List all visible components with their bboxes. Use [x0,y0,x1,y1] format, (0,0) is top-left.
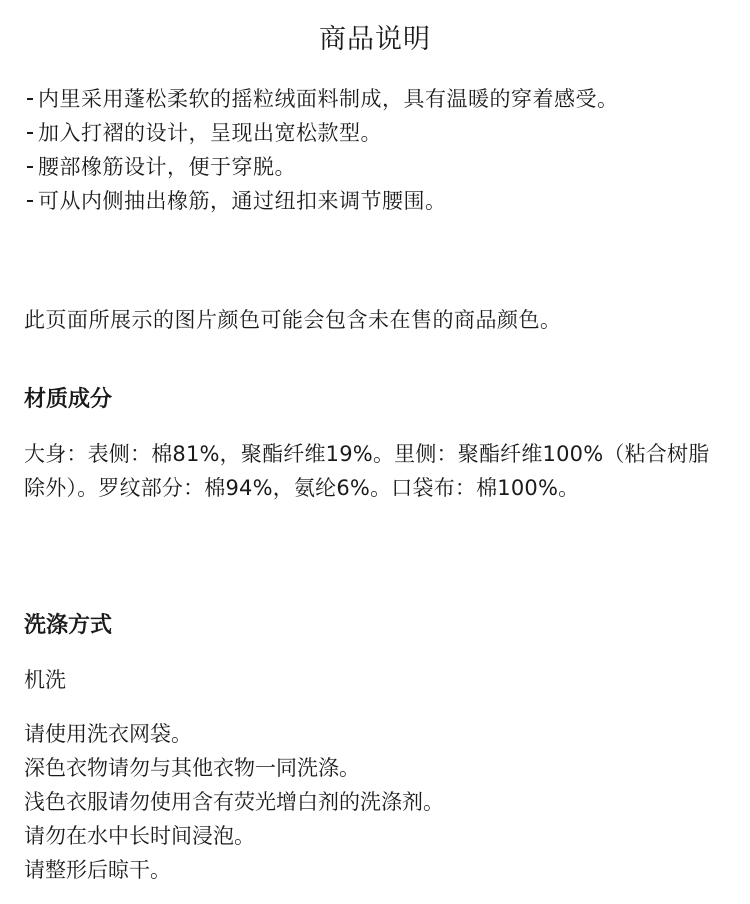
washing-method: 机洗 [24,668,66,692]
feature-item: 可从内侧抽出橡筋，通过纽扣来调节腰围。 [24,184,730,218]
color-disclaimer: 此页面所展示的图片颜色可能会包含未在售的商品颜色。 [24,308,562,332]
washing-instruction: 请勿在水中长时间浸泡。 [24,824,255,848]
page-title: 商品说明 [319,24,431,55]
feature-item: 加入打褶的设计，呈现出宽松款型。 [24,116,730,150]
washing-instruction: 深色衣物请勿与其他衣物一同洗涤。 [24,756,360,780]
material-heading: 材质成分 [24,387,113,412]
washing-instruction: 浅色衣服请勿使用含有荧光增白剂的洗涤剂。 [24,790,444,814]
feature-list [24,82,730,218]
washing-instructions [24,717,730,887]
washing-heading: 洗涤方式 [24,613,113,638]
feature-item: 腰部橡筋设计，便于穿脱。 [24,150,730,184]
material-composition: 大身：表侧：棉81%，聚酯纤维19%。里侧：聚酯纤维100%（粘合树脂除外）。罗纹部分：棉94%，氨纶6%。口袋布：棉100%。 [24,442,710,500]
washing-instruction: 请使用洗衣网袋。 [24,722,192,746]
feature-item: 内里采用蓬松柔软的摇粒绒面料制成，具有温暖的穿着感受。 [24,82,730,116]
washing-instruction: 请整形后晾干。 [24,858,171,882]
